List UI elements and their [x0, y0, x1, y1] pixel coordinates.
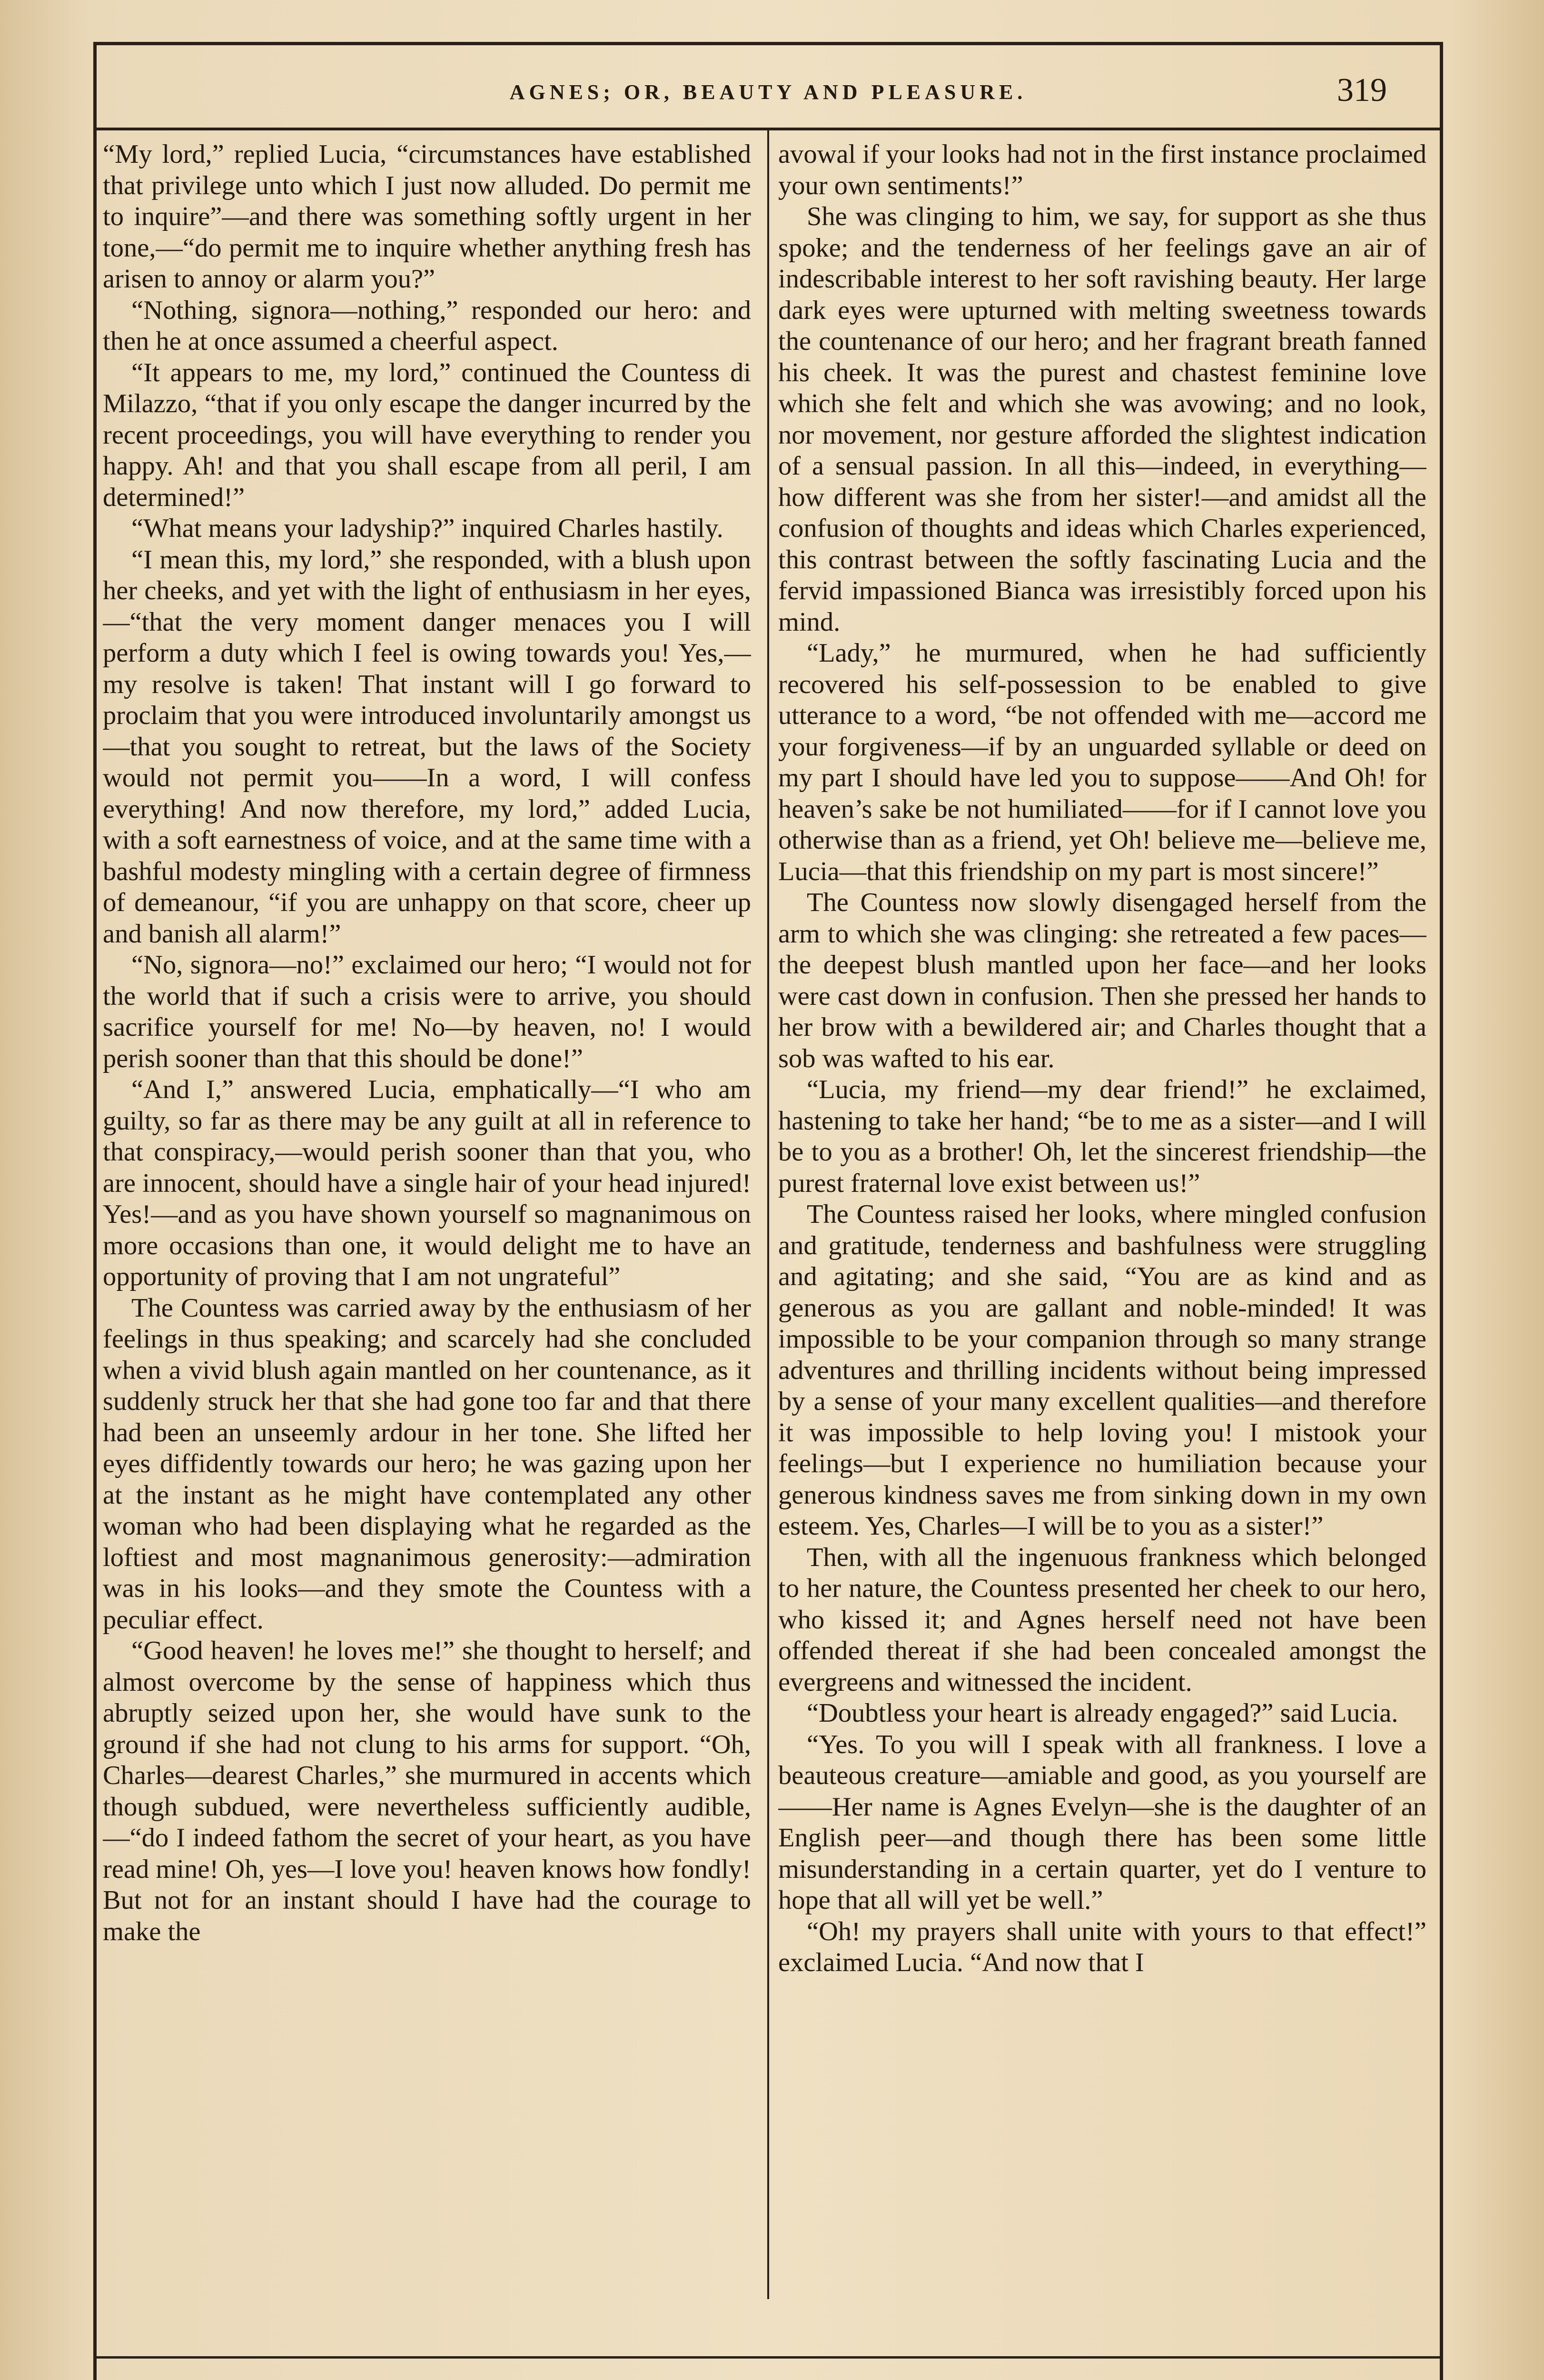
paragraph: “It appears to me, my lord,” continued the Countess di Milazzo, “that if you only escape the danger incurred by the recent proceedings, you will have everything to render you happy. Ah! and that you shall escape from all peril, I am determined!” [103, 357, 751, 512]
right-column [778, 139, 1426, 2300]
paragraph: avowal if your looks had not in the first instance proclaimed your own sentiments!” [778, 139, 1426, 200]
paragraph: “My lord,” replied Lucia, “circumstances have established that privilege unto which I just now alluded. Do permit me to inquire”—and there was something softly urgent in her tone,—“do permit me to inquire whether anything fresh has arisen to annoy or alarm you?” [103, 139, 751, 294]
paragraph: “Nothing, signora—nothing,” responded our hero: and then he at once assumed a cheerful aspect. [103, 295, 751, 356]
column-divider [767, 130, 769, 2299]
paragraph: “Oh! my prayers shall unite with yours to that effect!” exclaimed Lucia. “And now that I [778, 1916, 1426, 1977]
paragraph: “What means your ladyship?” inquired Charles hastily. [131, 514, 723, 543]
paragraph: “Lucia, my friend—my dear friend!” he exclaimed, hastening to take her hand; “be to me as a sister—and I will be to you as a brother! Oh, let the sincerest friendship—the purest fraternal love exist between us!” [778, 1075, 1426, 1198]
paragraph: “Doubtless your heart is already engaged?” said Lucia. [807, 1698, 1398, 1728]
paragraph: The Countess now slowly disengaged herself from the arm to which she was clinging: she retreated a few paces—the deepest blush mantled upon her face—and her looks were cast down in confusion. Then she pressed her hands to her brow with a bewildered air; and Charles thought that a sob was wafted to his ear. [778, 888, 1426, 1073]
running-title: AGNES; OR, BEAUTY AND PLEASURE. [509, 80, 1027, 104]
bottom-rule [93, 2356, 1443, 2359]
paragraph: “Good heaven! he loves me!” she thought to herself; and almost overcome by the sense of happiness which thus abruptly seized upon her, she would have sunk to the ground if she had not clung to his arms for support. “Oh, Charles—dearest Charles,” she murmured in accents which though subdued, were nevertheless sufficiently audible,—“do I indeed fathom the secret of your heart, as you have read mine! Oh, yes—I love you! heaven knows how fondly! But not for an instant should I have had the courage to make the [103, 1636, 751, 1946]
left-column [103, 139, 751, 2300]
paragraph: The Countess raised her looks, where mingled confusion and gratitude, tenderness and bashfulness were struggling and agitating; and she said, “You are as kind and as generous as you are gallant and noble-minded! It was impossible to be your companion through so many strange adventures and thrilling incidents without being impressed by a sense of your many excellent qualities—and therefore it was impossible to help loving you! I mistook your feelings—but I experience no humiliation because your generous kindness saves me from sinking down in my own esteem. Yes, Charles—I will be to you as a sister!” [778, 1200, 1426, 1541]
paragraph: “Lady,” he murmured, when he had sufficiently recovered his self-possession to be enabled to give utterance to a word, “be not offended with me—accord me your forgiveness—if by an unguarded syllable or deed on my part I should have led you to suppose——And Oh! for heaven’s sake be not humiliated——for if I cannot love you otherwise than as a friend, yet Oh! believe me—believe me, Lucia—that this friendship on my part is most sincere!” [778, 638, 1426, 886]
paragraph: “Yes. To you will I speak with all frankness. I love a beauteous creature—amiable and good, as you yourself are——Her name is Agnes Evelyn—she is the daughter of an English peer—and though there has been some little misunderstanding in a certain quarter, yet do I venture to hope that all will yet be well.” [778, 1729, 1426, 1915]
paragraph: “I mean this, my lord,” she responded, with a blush upon her cheeks, and yet with the light of enthusiasm in her eyes,—“that the very moment danger menaces you I will perform a duty which I feel is owing towards you! Yes,—my resolve is taken! That instant will I go forward to proclaim that you were introduced involuntarily amongst us—that you sought to retreat, but the laws of the Society would not permit you——In a word, I will confess everything! And now therefore, my lord,” added Lucia, with a soft earnestness of voice, and at the same time with a bashful modesty mingling with a certain degree of firmness of demeanour, “if you are unhappy on that score, cheer up and banish all alarm!” [103, 545, 751, 949]
paragraph: “And I,” answered Lucia, emphatically—“I who am guilty, so far as there may be any guilt at all in reference to that conspiracy,—would perish sooner than that you, who are innocent, should have a single hair of your head injured! Yes!—and as you have shown yourself so magnanimous on more occasions than one, it would delight me to have an opportunity of proving that I am not ungrateful” [103, 1075, 751, 1291]
paragraph: Then, with all the ingenuous frankness which belonged to her nature, the Countess presented her cheek to our hero, who kissed it; and Agnes herself need not have been offended thereat if she had been concealed amongst the evergreens and witnessed the incident. [778, 1542, 1426, 1697]
paragraph: The Countess was carried away by the enthusiasm of her feelings in thus speaking; and scarcely had she concluded when a vivid blush again mantled on her countenance, as it suddenly struck her that she had gone too far and that there had been an unseemly ardour in her tone. She lifted her eyes diffidently towards our hero; he was gazing upon her at the instant as he might have contemplated any other woman who had been displaying what he regarded as the loftiest and most magnanimous generosity:—admiration was in his looks—and they smote the Countess with a peculiar effect. [103, 1293, 751, 1635]
paragraph: She was clinging to him, we say, for support as she thus spoke; and the tenderness of her feelings gave an air of indescribable interest to her soft ravishing beauty. Her large dark eyes were upturned with melting sweetness towards the countenance of our hero; and her fragrant breath fanned his cheek. It was the purest and chastest feminine love which she felt and which she was avowing; and no look, nor movement, nor gesture afforded the slightest indication of a sensual passion. In all this—indeed, in everything—how different was she from her sister!—and amidst all the confusion of thoughts and ideas which Charles experienced, this contrast between the softly fascinating Lucia and the fervid impassioned Bianca was irresistibly forced upon his mind. [778, 202, 1426, 637]
paragraph: “No, signora—no!” exclaimed our hero; “I would not for the world that if such a crisis were to arrive, you should sacrifice yourself for me! No—by heaven, no! I would perish sooner than that this should be done!” [103, 950, 751, 1073]
page-number: 319 [1337, 72, 1387, 109]
